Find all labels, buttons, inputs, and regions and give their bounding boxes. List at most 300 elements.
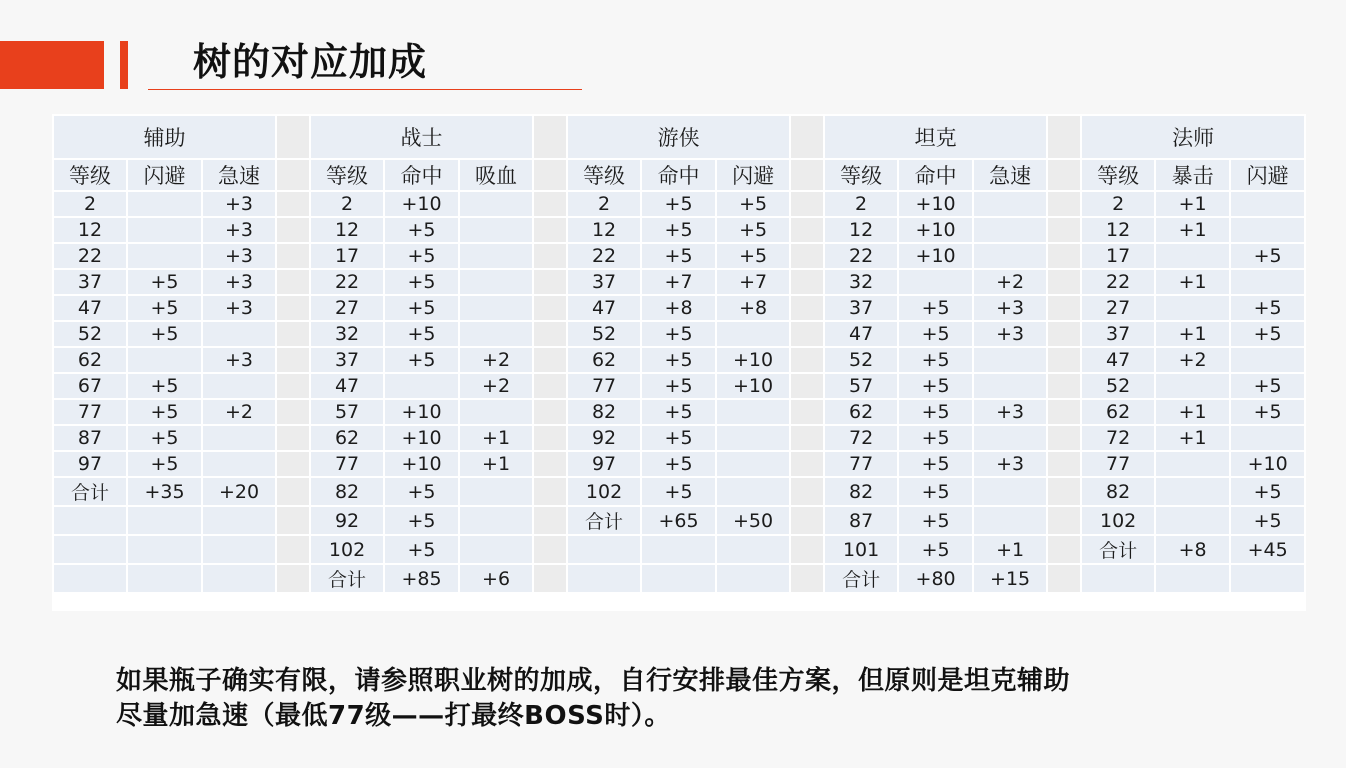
table-cell bbox=[567, 535, 641, 564]
table-cell: 72 bbox=[1081, 425, 1155, 451]
column-separator bbox=[1047, 451, 1081, 477]
table-cell: +3 bbox=[202, 269, 276, 295]
table-cell: 62 bbox=[53, 347, 127, 373]
column-separator bbox=[790, 477, 824, 506]
table-cell: 32 bbox=[824, 269, 898, 295]
column-separator bbox=[790, 243, 824, 269]
table-cell: +10 bbox=[898, 191, 973, 217]
table-cell: +5 bbox=[384, 477, 459, 506]
table-cell bbox=[716, 425, 790, 451]
column-separator bbox=[276, 347, 310, 373]
table-cell: +1 bbox=[1155, 191, 1230, 217]
table-cell: +5 bbox=[716, 217, 790, 243]
table-cell: 57 bbox=[310, 399, 384, 425]
table-cell: +5 bbox=[898, 506, 973, 535]
table-cell: +2 bbox=[1155, 347, 1230, 373]
table-cell: +5 bbox=[384, 347, 459, 373]
column-separator bbox=[790, 506, 824, 535]
column-separator bbox=[276, 506, 310, 535]
table-cell bbox=[973, 373, 1047, 399]
column-separator bbox=[276, 399, 310, 425]
column-separator bbox=[276, 269, 310, 295]
column-separator bbox=[533, 191, 567, 217]
title-underline bbox=[148, 89, 582, 90]
column-separator bbox=[276, 535, 310, 564]
table-cell bbox=[641, 535, 716, 564]
table-cell: 101 bbox=[824, 535, 898, 564]
table-cell: 82 bbox=[567, 399, 641, 425]
table-cell: +5 bbox=[127, 321, 202, 347]
slide-title: 树的对应加成 bbox=[193, 40, 428, 84]
column-separator bbox=[1047, 477, 1081, 506]
table-cell: +5 bbox=[1230, 373, 1305, 399]
column-separator bbox=[533, 269, 567, 295]
column-header: 等级 bbox=[53, 159, 127, 191]
table-cell: 102 bbox=[310, 535, 384, 564]
table-cell bbox=[1155, 506, 1230, 535]
table-cell bbox=[127, 217, 202, 243]
column-header: 暴击 bbox=[1155, 159, 1230, 191]
table-cell bbox=[384, 373, 459, 399]
column-separator bbox=[1047, 425, 1081, 451]
table-cell: +5 bbox=[1230, 506, 1305, 535]
column-separator bbox=[533, 347, 567, 373]
table-cell: 22 bbox=[53, 243, 127, 269]
table-cell: 37 bbox=[824, 295, 898, 321]
table-cell bbox=[459, 217, 533, 243]
column-separator bbox=[533, 115, 567, 159]
table-cell: 合计 bbox=[567, 506, 641, 535]
table-cell: +85 bbox=[384, 564, 459, 593]
class-header: 辅助 bbox=[53, 115, 276, 159]
table-cell bbox=[1155, 477, 1230, 506]
table-cell bbox=[716, 399, 790, 425]
table-cell: +3 bbox=[973, 321, 1047, 347]
table-cell: +2 bbox=[973, 269, 1047, 295]
column-separator bbox=[790, 347, 824, 373]
table-cell: +50 bbox=[716, 506, 790, 535]
table-cell: 92 bbox=[310, 506, 384, 535]
table-cell: +5 bbox=[1230, 295, 1305, 321]
table-cell: 17 bbox=[310, 243, 384, 269]
table-cell: +5 bbox=[127, 269, 202, 295]
table-cell: +5 bbox=[898, 347, 973, 373]
table-cell bbox=[1230, 269, 1305, 295]
table-cell: +5 bbox=[898, 477, 973, 506]
table-row bbox=[53, 399, 1305, 425]
table-cell: 62 bbox=[567, 347, 641, 373]
column-separator bbox=[533, 477, 567, 506]
column-separator bbox=[533, 399, 567, 425]
table-cell: 82 bbox=[310, 477, 384, 506]
table-cell: +5 bbox=[641, 217, 716, 243]
table-cell: +5 bbox=[1230, 477, 1305, 506]
column-separator bbox=[533, 295, 567, 321]
table-cell: +5 bbox=[1230, 321, 1305, 347]
table-cell bbox=[716, 451, 790, 477]
column-separator bbox=[1047, 506, 1081, 535]
table-cell: +3 bbox=[202, 243, 276, 269]
column-separator bbox=[276, 217, 310, 243]
table-cell bbox=[459, 191, 533, 217]
table-cell: 2 bbox=[824, 191, 898, 217]
column-separator bbox=[790, 535, 824, 564]
column-separator bbox=[1047, 269, 1081, 295]
table-cell: +8 bbox=[716, 295, 790, 321]
column-header: 等级 bbox=[567, 159, 641, 191]
table-cell bbox=[459, 269, 533, 295]
table-row bbox=[53, 243, 1305, 269]
column-separator bbox=[533, 321, 567, 347]
table-cell: +2 bbox=[459, 373, 533, 399]
table-cell: +10 bbox=[898, 217, 973, 243]
table-cell: 87 bbox=[824, 506, 898, 535]
column-header: 闪避 bbox=[1230, 159, 1305, 191]
column-separator bbox=[276, 451, 310, 477]
column-separator bbox=[790, 115, 824, 159]
column-separator bbox=[276, 159, 310, 191]
table-cell: +1 bbox=[1155, 217, 1230, 243]
table-cell: 77 bbox=[1081, 451, 1155, 477]
column-header: 闪避 bbox=[127, 159, 202, 191]
column-header: 命中 bbox=[641, 159, 716, 191]
table-cell: +5 bbox=[641, 425, 716, 451]
table-cell: +5 bbox=[641, 451, 716, 477]
table-cell: +5 bbox=[641, 243, 716, 269]
table-cell bbox=[459, 295, 533, 321]
table-row bbox=[53, 564, 1305, 593]
table-cell: +5 bbox=[1230, 243, 1305, 269]
table-cell bbox=[1155, 564, 1230, 593]
table-cell bbox=[53, 535, 127, 564]
table-row bbox=[53, 321, 1305, 347]
table-cell: +3 bbox=[202, 295, 276, 321]
table-cell: +5 bbox=[127, 399, 202, 425]
column-header: 急速 bbox=[973, 159, 1047, 191]
table-cell: 37 bbox=[1081, 321, 1155, 347]
table-cell: +5 bbox=[898, 425, 973, 451]
table-cell bbox=[459, 506, 533, 535]
column-separator bbox=[276, 295, 310, 321]
table-cell bbox=[127, 347, 202, 373]
table-cell bbox=[53, 506, 127, 535]
table-cell bbox=[973, 217, 1047, 243]
table-cell: 62 bbox=[824, 399, 898, 425]
table-cell bbox=[973, 506, 1047, 535]
table-cell: 37 bbox=[310, 347, 384, 373]
table-cell: +45 bbox=[1230, 535, 1305, 564]
class-header: 法师 bbox=[1081, 115, 1305, 159]
table-cell: 102 bbox=[1081, 506, 1155, 535]
table-cell bbox=[716, 535, 790, 564]
table-cell: 52 bbox=[824, 347, 898, 373]
table-cell bbox=[202, 451, 276, 477]
table-cell: +5 bbox=[716, 191, 790, 217]
table-cell: 12 bbox=[1081, 217, 1155, 243]
column-separator bbox=[1047, 564, 1081, 593]
table-cell: 82 bbox=[1081, 477, 1155, 506]
table-cell: +5 bbox=[898, 373, 973, 399]
table-cell: 12 bbox=[310, 217, 384, 243]
table-cell: 77 bbox=[824, 451, 898, 477]
table-cell bbox=[973, 191, 1047, 217]
table-cell: 22 bbox=[824, 243, 898, 269]
table-cell bbox=[459, 243, 533, 269]
table-cell: 62 bbox=[310, 425, 384, 451]
column-header: 急速 bbox=[202, 159, 276, 191]
column-separator bbox=[533, 243, 567, 269]
column-separator bbox=[1047, 243, 1081, 269]
table-cell: +8 bbox=[1155, 535, 1230, 564]
class-header: 游侠 bbox=[567, 115, 790, 159]
table-cell: 22 bbox=[1081, 269, 1155, 295]
table-row bbox=[53, 451, 1305, 477]
table-cell: +7 bbox=[716, 269, 790, 295]
table-cell: 82 bbox=[824, 477, 898, 506]
table-cell: 97 bbox=[567, 451, 641, 477]
note-line-1: 如果瓶子确实有限，请参照职业树的加成，自行安排最佳方案，但原则是坦克辅助 bbox=[116, 666, 1071, 696]
table-cell bbox=[127, 191, 202, 217]
table-cell: +5 bbox=[384, 321, 459, 347]
table-cell bbox=[202, 321, 276, 347]
column-separator bbox=[1047, 373, 1081, 399]
table-cell bbox=[202, 425, 276, 451]
column-separator bbox=[790, 217, 824, 243]
table-cell: +5 bbox=[384, 217, 459, 243]
table-cell: +1 bbox=[973, 535, 1047, 564]
table-cell: +5 bbox=[384, 506, 459, 535]
table-cell: +5 bbox=[384, 535, 459, 564]
table-cell: +80 bbox=[898, 564, 973, 593]
table-cell bbox=[202, 506, 276, 535]
table-cell: +20 bbox=[202, 477, 276, 506]
table-cell: 102 bbox=[567, 477, 641, 506]
column-separator bbox=[1047, 191, 1081, 217]
table-cell: +10 bbox=[1230, 451, 1305, 477]
table-cell: +5 bbox=[1230, 399, 1305, 425]
table-cell: 92 bbox=[567, 425, 641, 451]
class-header: 坦克 bbox=[824, 115, 1047, 159]
column-separator bbox=[276, 321, 310, 347]
table-cell: +5 bbox=[898, 535, 973, 564]
bonus-table-grid bbox=[52, 114, 1306, 594]
table-row bbox=[53, 217, 1305, 243]
table-cell bbox=[459, 535, 533, 564]
table-cell bbox=[1230, 564, 1305, 593]
table-cell: +1 bbox=[1155, 321, 1230, 347]
table-cell bbox=[1081, 564, 1155, 593]
table-cell: +3 bbox=[202, 347, 276, 373]
table-cell: +6 bbox=[459, 564, 533, 593]
table-cell bbox=[973, 477, 1047, 506]
column-separator bbox=[533, 564, 567, 593]
table-cell: +10 bbox=[716, 347, 790, 373]
accent-bar bbox=[0, 41, 104, 89]
table-cell: +5 bbox=[898, 399, 973, 425]
table-cell: +15 bbox=[973, 564, 1047, 593]
accent-tick bbox=[120, 41, 128, 89]
table-cell: +10 bbox=[384, 425, 459, 451]
table-cell bbox=[1230, 191, 1305, 217]
table-cell: 37 bbox=[567, 269, 641, 295]
table-cell: 52 bbox=[1081, 373, 1155, 399]
table-cell: 47 bbox=[310, 373, 384, 399]
column-separator bbox=[1047, 295, 1081, 321]
table-cell bbox=[716, 477, 790, 506]
class-header: 战士 bbox=[310, 115, 533, 159]
table-cell: +10 bbox=[716, 373, 790, 399]
table-cell: 合计 bbox=[824, 564, 898, 593]
column-header: 等级 bbox=[824, 159, 898, 191]
table-cell bbox=[716, 564, 790, 593]
column-separator bbox=[276, 115, 310, 159]
table-cell bbox=[459, 399, 533, 425]
column-separator bbox=[1047, 399, 1081, 425]
table-cell bbox=[1155, 243, 1230, 269]
table-cell: +10 bbox=[384, 451, 459, 477]
table-cell: +1 bbox=[1155, 269, 1230, 295]
table-cell: 57 bbox=[824, 373, 898, 399]
table-cell: +10 bbox=[384, 399, 459, 425]
table-cell: 47 bbox=[1081, 347, 1155, 373]
table-cell: 2 bbox=[310, 191, 384, 217]
column-separator bbox=[533, 159, 567, 191]
column-separator bbox=[1047, 535, 1081, 564]
table-cell: +2 bbox=[459, 347, 533, 373]
table-cell: 47 bbox=[567, 295, 641, 321]
column-header: 命中 bbox=[898, 159, 973, 191]
table-cell: +5 bbox=[898, 295, 973, 321]
table-cell: +5 bbox=[641, 347, 716, 373]
table-cell: +5 bbox=[898, 451, 973, 477]
table-cell: +3 bbox=[973, 295, 1047, 321]
table-cell: 77 bbox=[567, 373, 641, 399]
table-cell bbox=[127, 243, 202, 269]
column-separator bbox=[790, 451, 824, 477]
table-cell: 47 bbox=[53, 295, 127, 321]
table-cell bbox=[202, 564, 276, 593]
table-cell: 22 bbox=[310, 269, 384, 295]
note bbox=[116, 664, 1070, 734]
column-header: 吸血 bbox=[459, 159, 533, 191]
column-header: 等级 bbox=[310, 159, 384, 191]
table-row bbox=[53, 191, 1305, 217]
column-separator bbox=[1047, 159, 1081, 191]
bonus-table bbox=[52, 114, 1306, 611]
table-row bbox=[53, 425, 1305, 451]
table-cell: 22 bbox=[567, 243, 641, 269]
column-separator bbox=[790, 399, 824, 425]
table-cell bbox=[1230, 347, 1305, 373]
column-separator bbox=[533, 535, 567, 564]
table-cell bbox=[973, 243, 1047, 269]
table-row bbox=[53, 506, 1305, 535]
table-cell bbox=[1155, 295, 1230, 321]
table-cell: +1 bbox=[459, 451, 533, 477]
table-cell bbox=[1230, 425, 1305, 451]
table-cell bbox=[716, 321, 790, 347]
table-cell: +5 bbox=[127, 425, 202, 451]
table-cell bbox=[1155, 451, 1230, 477]
column-separator bbox=[1047, 347, 1081, 373]
table-cell: +2 bbox=[202, 399, 276, 425]
column-separator bbox=[533, 217, 567, 243]
table-cell: 47 bbox=[824, 321, 898, 347]
table-cell: 17 bbox=[1081, 243, 1155, 269]
table-cell: 77 bbox=[310, 451, 384, 477]
table-cell bbox=[898, 269, 973, 295]
table-cell bbox=[127, 564, 202, 593]
table-cell: +5 bbox=[641, 191, 716, 217]
note-line-2: 尽量加急速（最低77级——打最终BOSS时）。 bbox=[116, 701, 671, 731]
table-cell: +65 bbox=[641, 506, 716, 535]
table-cell: 12 bbox=[53, 217, 127, 243]
column-header: 闪避 bbox=[716, 159, 790, 191]
table-cell: 52 bbox=[567, 321, 641, 347]
table-cell bbox=[973, 425, 1047, 451]
table-cell bbox=[1230, 217, 1305, 243]
table-cell: +8 bbox=[641, 295, 716, 321]
table-cell bbox=[202, 535, 276, 564]
column-separator bbox=[790, 269, 824, 295]
column-separator bbox=[1047, 321, 1081, 347]
table-cell: +5 bbox=[641, 373, 716, 399]
table-cell: +5 bbox=[641, 477, 716, 506]
column-separator bbox=[1047, 217, 1081, 243]
table-cell: +10 bbox=[898, 243, 973, 269]
table-cell: +5 bbox=[127, 451, 202, 477]
column-separator bbox=[276, 477, 310, 506]
table-cell: +5 bbox=[898, 321, 973, 347]
column-header: 命中 bbox=[384, 159, 459, 191]
table-cell: +5 bbox=[384, 269, 459, 295]
table-cell: 27 bbox=[1081, 295, 1155, 321]
column-separator bbox=[276, 564, 310, 593]
table-cell: 97 bbox=[53, 451, 127, 477]
table-row bbox=[53, 295, 1305, 321]
table-cell: +5 bbox=[127, 373, 202, 399]
table-cell bbox=[202, 373, 276, 399]
table-cell: 62 bbox=[1081, 399, 1155, 425]
table-cell: +10 bbox=[384, 191, 459, 217]
column-header: 等级 bbox=[1081, 159, 1155, 191]
table-cell: 67 bbox=[53, 373, 127, 399]
table-cell bbox=[127, 506, 202, 535]
column-separator bbox=[533, 425, 567, 451]
table-cell bbox=[53, 564, 127, 593]
table-cell: 合计 bbox=[53, 477, 127, 506]
table-cell: +3 bbox=[202, 217, 276, 243]
table-row bbox=[53, 373, 1305, 399]
table-row bbox=[53, 347, 1305, 373]
table-cell: +5 bbox=[127, 295, 202, 321]
table-cell: 12 bbox=[824, 217, 898, 243]
table-row bbox=[53, 535, 1305, 564]
table-cell: 2 bbox=[1081, 191, 1155, 217]
table-cell: 72 bbox=[824, 425, 898, 451]
table-cell bbox=[127, 535, 202, 564]
table-cell: +1 bbox=[1155, 425, 1230, 451]
column-separator bbox=[276, 191, 310, 217]
column-separator bbox=[533, 373, 567, 399]
table-row bbox=[53, 477, 1305, 506]
column-separator bbox=[533, 506, 567, 535]
table-cell: 52 bbox=[53, 321, 127, 347]
table-cell bbox=[459, 321, 533, 347]
table-row bbox=[53, 269, 1305, 295]
column-separator bbox=[790, 191, 824, 217]
table-cell: 27 bbox=[310, 295, 384, 321]
